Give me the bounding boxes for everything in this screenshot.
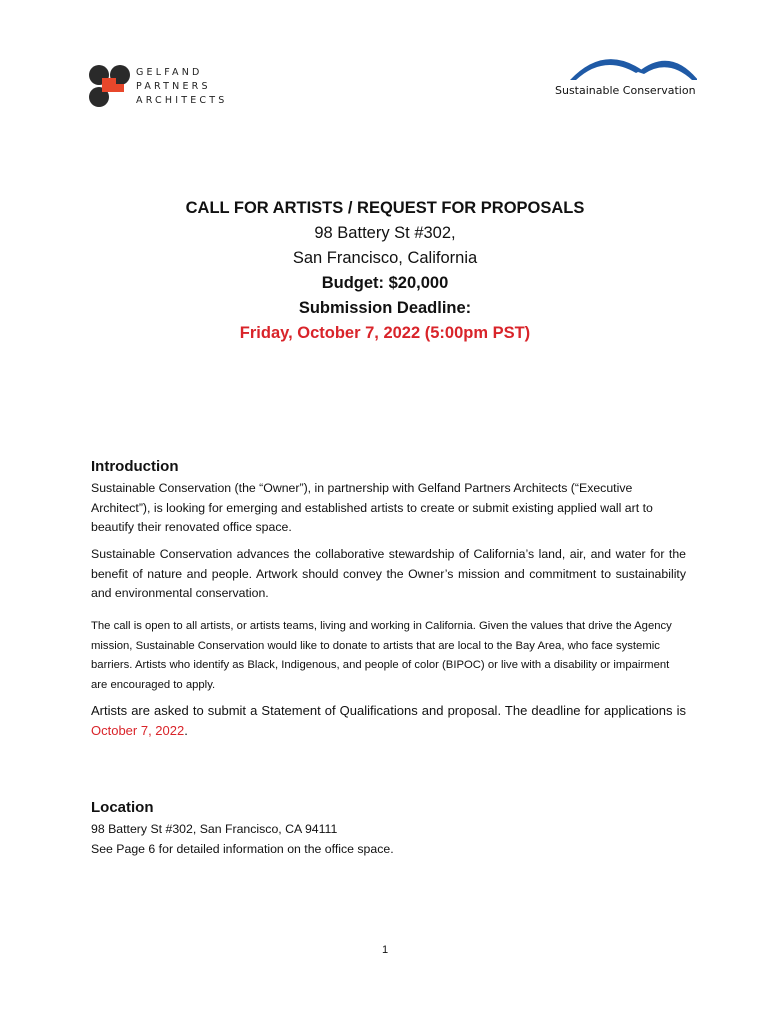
intro-paragraph-1: Sustainable Conservation (the “Owner”), in partnership with Gelfand Partners Architects (“Executive Architect”), is looking for emerging and established artists to create or submit existing applied wall art to beautify their renovated office space. bbox=[91, 481, 653, 534]
location-address: 98 Battery St #302, San Francisco, CA 94111 bbox=[91, 822, 338, 836]
location-note: See Page 6 for detailed information on the office space. bbox=[91, 842, 394, 856]
intro-paragraph-3: The call is open to all artists, or artists teams, living and working in California. Given the values that drive the Agency mission, Sustainable Conservation would like to donate to artists that are local to the Bay Area, who face systemic barriers. Artists who identify as Black, Indigenous, and people of color (BIPOC) or live with a disability or impairment are encouraged to apply. bbox=[91, 620, 672, 691]
intro-p4-text: Artists are asked to submit a Statement of Qualifications and proposal. The deadline for applications is bbox=[91, 703, 686, 718]
document-title: CALL FOR ARTISTS / REQUEST FOR PROPOSALS bbox=[185, 199, 585, 217]
gelfand-line1: GELFAND bbox=[136, 67, 203, 78]
address-line1: 98 Battery St #302, bbox=[314, 224, 456, 242]
sustainable-conservation-wordmark: Sustainable Conservation bbox=[555, 84, 696, 97]
gelfand-partners-logo bbox=[88, 64, 228, 110]
deadline-date: Friday, October 7, 2022 (5:00pm PST) bbox=[239, 324, 531, 342]
gelfand-logo-mark-icon bbox=[88, 64, 132, 110]
location-heading: Location bbox=[91, 799, 154, 816]
title-block bbox=[0, 196, 770, 346]
intro-paragraph-2: Sustainable Conservation advances the collaborative stewardship of California’s land, air, and water for the benefit of nature and people. Artwork should convey the Owner’s mission and commitment to sustainability and environmental conservation. bbox=[91, 547, 686, 600]
address-line2: San Francisco, California bbox=[292, 249, 478, 267]
deadline-label: Submission Deadline: bbox=[298, 299, 472, 317]
arch-bridge-icon bbox=[552, 50, 697, 84]
budget: Budget: $20,000 bbox=[321, 274, 449, 292]
introduction-heading: Introduction bbox=[91, 458, 179, 475]
intro-paragraph-4 bbox=[91, 701, 686, 741]
page-number: 1 bbox=[381, 944, 389, 956]
gelfand-line2: PARTNERS bbox=[136, 81, 211, 92]
gelfand-wordmark bbox=[136, 66, 227, 108]
sustainable-conservation-logo bbox=[552, 50, 697, 100]
gelfand-line3: ARCHITECTS bbox=[136, 95, 228, 106]
intro-p4-end: . bbox=[184, 723, 188, 738]
intro-p4-date: October 7, 2022 bbox=[91, 723, 185, 738]
